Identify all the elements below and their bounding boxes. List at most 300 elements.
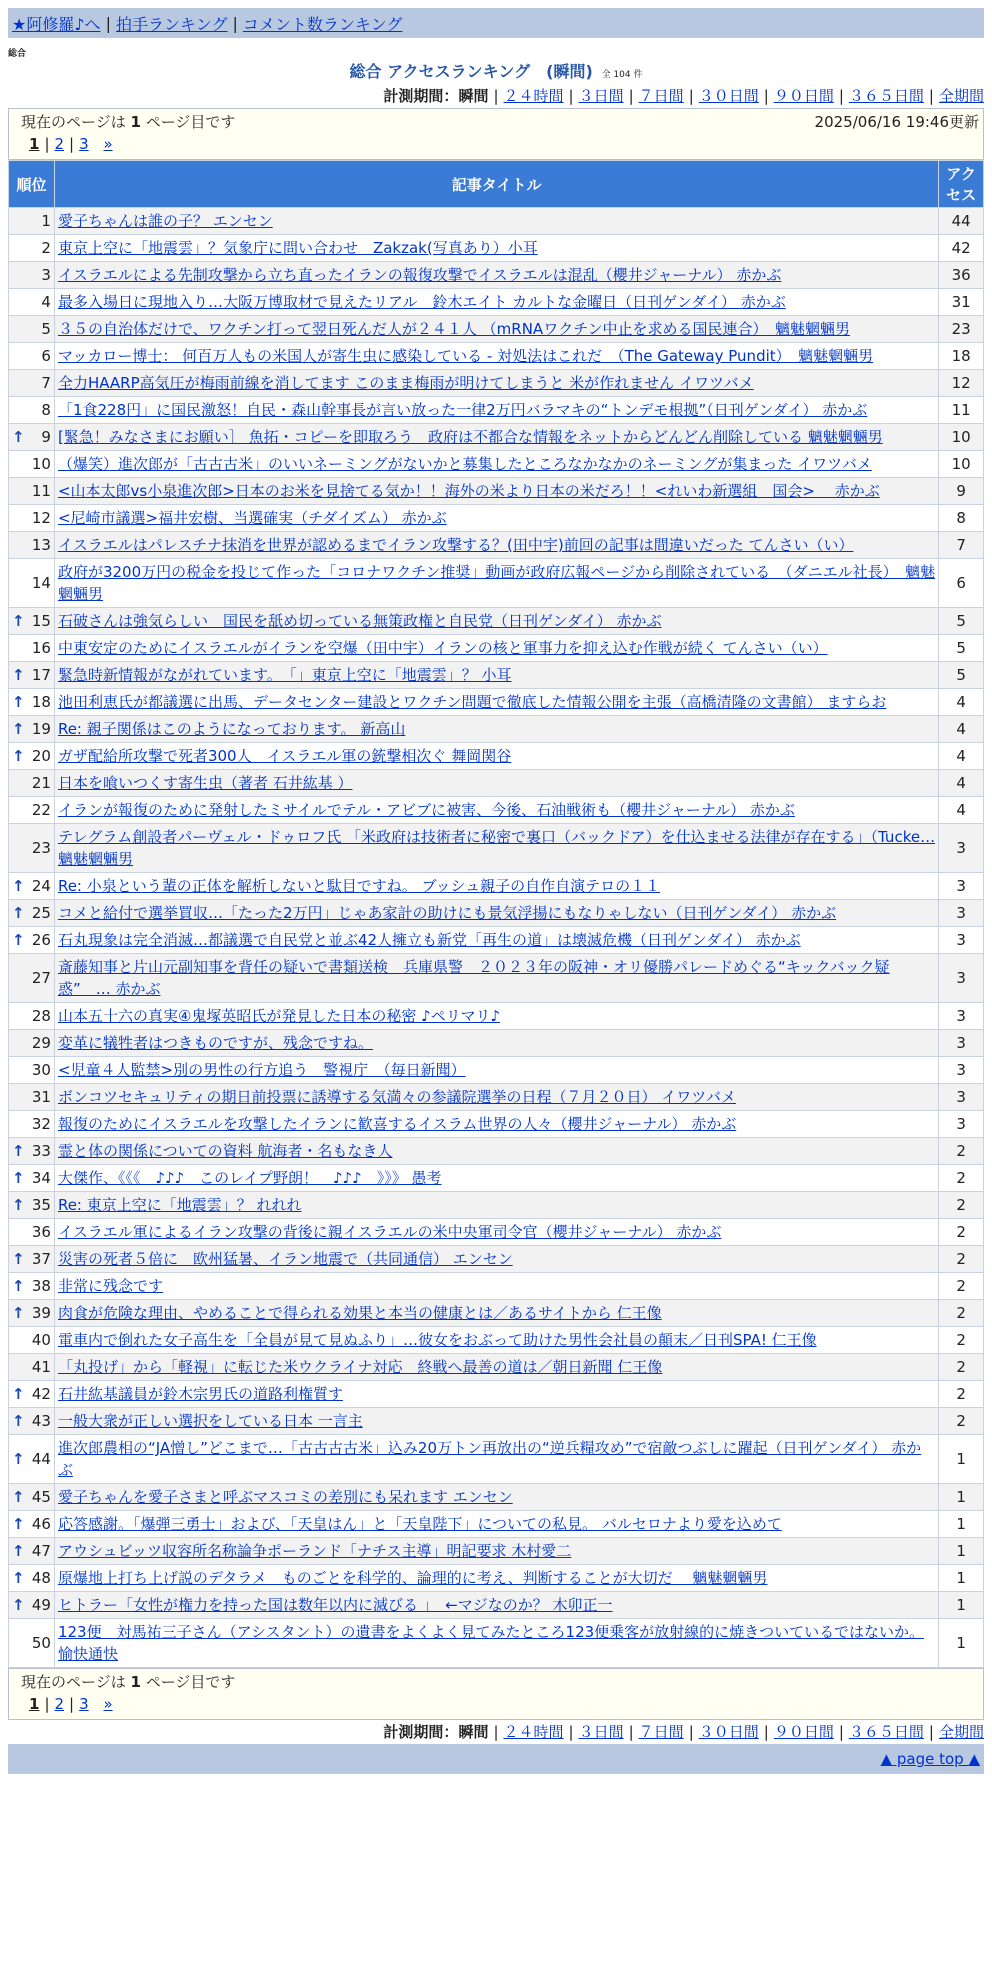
- applause-ranking-link[interactable]: 拍手ランキング: [115, 14, 228, 34]
- rank-cell: [9, 1111, 55, 1138]
- page-link[interactable]: 2: [54, 1695, 65, 1713]
- rank-cell: [9, 927, 55, 954]
- rank-cell: [9, 608, 55, 635]
- access-count: 3: [939, 873, 984, 900]
- title-cell: [54, 689, 938, 716]
- rank-number: 43: [31, 1412, 51, 1430]
- table-row: [9, 743, 984, 770]
- table-row: [9, 478, 984, 505]
- rank-number: 20: [31, 747, 51, 765]
- rank-number: 4: [41, 293, 51, 311]
- rank-cell: [9, 343, 55, 370]
- next-page-link[interactable]: »: [103, 1695, 113, 1713]
- table-row: [9, 1192, 984, 1219]
- rank-cell: [9, 1246, 55, 1273]
- period-option-link[interactable]: ７日間: [638, 1723, 684, 1741]
- rank-cell: [9, 1003, 55, 1030]
- period-option-link[interactable]: ７日間: [638, 87, 684, 105]
- access-count: 1: [939, 1511, 984, 1538]
- rank-number: 38: [31, 1277, 51, 1295]
- rank-up-arrow-icon: ↑: [12, 1250, 25, 1268]
- article-link[interactable]: 電車内で倒れた女子高生を「全員が見て見ぬふり」…彼女をおぶって助けた男性会社員の顛末／日刊SPA! 仁王像: [57, 1331, 817, 1349]
- rank-up-arrow-icon: ↑: [12, 904, 25, 922]
- rank-cell: [9, 1084, 55, 1111]
- table-row: [9, 927, 984, 954]
- page-separator: [94, 135, 99, 153]
- title-cell: [54, 1003, 938, 1030]
- table-row: [9, 1003, 984, 1030]
- rank-cell: [9, 824, 55, 873]
- rank-cell: [9, 289, 55, 316]
- table-row: [9, 1246, 984, 1273]
- rank-up-arrow-icon: ↑: [12, 428, 25, 446]
- rank-number: 41: [31, 1358, 51, 1376]
- access-count: 5: [939, 608, 984, 635]
- table-row: [9, 1273, 984, 1300]
- table-row: [9, 1619, 984, 1668]
- title-cell: [54, 1192, 938, 1219]
- access-count: 3: [939, 1084, 984, 1111]
- table-row: [9, 1219, 984, 1246]
- rank-up-arrow-icon: ↑: [12, 1515, 25, 1533]
- rank-number: 28: [31, 1007, 51, 1025]
- rank-cell: [9, 1408, 55, 1435]
- access-count: 44: [939, 208, 984, 235]
- rank-cell: [9, 1057, 55, 1084]
- access-count: 23: [939, 316, 984, 343]
- article-link[interactable]: Re: 小泉という輩の正体を解析しないと駄目ですね。 ブッシュ親子の自作自演テロの１１: [57, 877, 661, 895]
- rank-cell: [9, 1619, 55, 1668]
- rank-up-arrow-icon: ↑: [12, 1304, 25, 1322]
- article-link[interactable]: 緊急時新情報がながれています。 「」東京上空に「地震雲」？ 小耳: [57, 666, 512, 684]
- rank-cell: [9, 1592, 55, 1619]
- article-link[interactable]: 斎藤知事と片山元副知事を背任の疑いで書類送検 兵庫県警 ２０２３年の阪神・オリ優勝パレードめぐる“キックバック疑惑” … 赤かぶ: [57, 958, 890, 998]
- article-link[interactable]: 全力HAARP高気圧が梅雨前線を消してます このまま梅雨が明けてしまうと 米が作れません イワツバメ: [57, 374, 754, 392]
- title-cell: [54, 208, 938, 235]
- current-page: 1: [29, 1695, 40, 1713]
- article-link[interactable]: （爆笑）進次郎が「古古古米」のいいネーミングがないかと募集したところなかなかのネーミングが集まった イワツバメ: [57, 455, 872, 473]
- ranking-title-line: [0, 60, 992, 84]
- title-cell: [54, 608, 938, 635]
- rank-up-arrow-icon: ↑: [12, 612, 25, 630]
- title-cell: [54, 1484, 938, 1511]
- rank-number: 25: [31, 904, 51, 922]
- title-cell: [54, 662, 938, 689]
- rank-number: 49: [31, 1596, 51, 1614]
- access-count: 2: [939, 1408, 984, 1435]
- title-cell: [54, 1511, 938, 1538]
- access-count: 4: [939, 716, 984, 743]
- rank-cell: [9, 451, 55, 478]
- period-separator: |: [688, 87, 694, 105]
- rank-cell: [9, 662, 55, 689]
- article-link[interactable]: 石井紘基議員が鈴木宗男氏の道路利権質す: [57, 1385, 343, 1403]
- access-count: 3: [939, 1030, 984, 1057]
- table-row: [9, 770, 984, 797]
- article-link[interactable]: ３５の自治体だけで、ワクチン打って翌日死んだ人が２４１人 （mRNAワクチン中止を求める国民連合） 魑魅魍魎男: [57, 320, 850, 338]
- period-option-link[interactable]: ９０日間: [773, 87, 834, 105]
- access-count: 4: [939, 689, 984, 716]
- rank-number: 23: [31, 839, 51, 857]
- table-row: [9, 1138, 984, 1165]
- rank-number: 37: [31, 1250, 51, 1268]
- table-row: [9, 1057, 984, 1084]
- rank-up-arrow-icon: ↑: [12, 1488, 25, 1506]
- period-separator: |: [928, 1723, 934, 1741]
- rank-cell: [9, 424, 55, 451]
- title-cell: [54, 1273, 938, 1300]
- rank-cell: [9, 1030, 55, 1057]
- rank-number: 10: [31, 455, 51, 473]
- period-selector-top: [0, 84, 984, 108]
- title-cell: [54, 1538, 938, 1565]
- title-cell: [54, 873, 938, 900]
- article-link[interactable]: 石丸現象は完全消滅…都議選で自民党と並ぶ42人擁立も新党「再生の道」は壊滅危機（日刊ゲンダイ） 赤かぶ: [57, 931, 801, 949]
- period-option-link[interactable]: 全期間: [938, 1723, 984, 1741]
- top-nav-bar: [8, 8, 984, 38]
- article-link[interactable]: 日本を喰いつくす寄生虫（著者 石井紘基 ）: [57, 774, 353, 792]
- article-link[interactable]: 「1食228円」に国民激怒！自民・森山幹事長が言い放った一律2万円バラマキの“トンデモ根拠”（日刊ゲンダイ） 赤かぶ: [57, 401, 868, 419]
- title-cell: [54, 1246, 938, 1273]
- article-link[interactable]: イスラエル軍によるイラン攻撃の背後に親イスラエルの米中央軍司令官（櫻井ジャーナル） 赤かぶ: [57, 1223, 722, 1241]
- title-cell: [54, 1619, 938, 1668]
- rank-cell: [9, 316, 55, 343]
- rank-number: 32: [31, 1115, 51, 1133]
- title-cell: [54, 1381, 938, 1408]
- title-cell: [54, 1219, 938, 1246]
- rank-cell: [9, 1165, 55, 1192]
- title-cell: [54, 900, 938, 927]
- table-row: [9, 1538, 984, 1565]
- period-option-link[interactable]: ３６５日間: [848, 87, 924, 105]
- table-row: [9, 716, 984, 743]
- rank-cell: [9, 797, 55, 824]
- title-cell: [54, 397, 938, 424]
- access-count: 2: [939, 1165, 984, 1192]
- period-separator: |: [568, 87, 574, 105]
- rank-number: 11: [31, 482, 51, 500]
- article-link[interactable]: Re: 親子関係はこのようになっております。 新高山: [57, 720, 406, 738]
- title-cell: [54, 370, 938, 397]
- article-link[interactable]: イスラエルによる先制攻撃から立ち直ったイランの報復攻撃でイスラエルは混乱（櫻井ジャーナル） 赤かぶ: [57, 266, 782, 284]
- access-count: 2: [939, 1192, 984, 1219]
- access-count: 3: [939, 954, 984, 1003]
- article-link[interactable]: テレグラム創設者パーヴェル・ドゥロフ氏 「米政府は技術者に秘密で裏口（バックドア）を仕込ませる法律が存在する」（Tucke… 魑魅魍魎男: [57, 828, 936, 868]
- access-count: 9: [939, 478, 984, 505]
- title-cell: [54, 1327, 938, 1354]
- article-link[interactable]: 報復のためにイスラエルを攻撃したイランに歓喜するイスラム世界の人々（櫻井ジャーナル） 赤かぶ: [57, 1115, 737, 1133]
- rank-cell: [9, 559, 55, 608]
- access-count: 3: [939, 900, 984, 927]
- article-link[interactable]: マッカロー博士： 何百万人もの米国人が寄生虫に感染している - 対処法はこれだ （The Gateway Pundit） 魑魅魍魎男: [57, 347, 874, 365]
- access-count: 4: [939, 743, 984, 770]
- ranking-title: 総合 アクセスランキング (瞬間): [349, 62, 593, 81]
- rank-cell: [9, 235, 55, 262]
- rank-cell: [9, 370, 55, 397]
- table-row: [9, 1165, 984, 1192]
- rank-up-arrow-icon: ↑: [12, 1142, 25, 1160]
- article-link[interactable]: 政府が3200万円の税金を投じて作った「コロナワクチン推奨」動画が政府広報ページから削除されている （ダニエル社長） 魑魅魍魎男: [57, 563, 936, 603]
- ranking-table: [8, 160, 984, 1668]
- table-row: [9, 797, 984, 824]
- pager-bottom: [8, 1668, 984, 1720]
- article-link[interactable]: 一般大衆が正しい選択をしている日本 一言主: [57, 1412, 363, 1430]
- article-link[interactable]: ガザ配給所攻撃で死者300人 イスラエル軍の銃撃相次ぐ 舞岡関谷: [57, 747, 512, 765]
- rank-cell: [9, 532, 55, 559]
- rank-up-arrow-icon: ↑: [12, 1196, 25, 1214]
- article-link[interactable]: イスラエルはパレスチナ抹消を世界が認めるまでイラン攻撃する？(田中宇)前回の記事は間違いだった てんさい（い）: [57, 536, 854, 554]
- rank-cell: [9, 1138, 55, 1165]
- period-separator: |: [688, 1723, 694, 1741]
- access-count: 3: [939, 824, 984, 873]
- title-cell: [54, 505, 938, 532]
- article-link[interactable]: ヒトラー「女性が権力を持った国は数年以内に滅びる 」 ←マジなのか？ 木卯正一: [57, 1596, 613, 1614]
- rank-up-arrow-icon: ↑: [12, 1385, 25, 1403]
- title-cell: [54, 262, 938, 289]
- page-separator: [94, 1695, 99, 1713]
- table-row: [9, 608, 984, 635]
- rank-number: 29: [31, 1034, 51, 1052]
- article-link[interactable]: 進次郎農相の“JA憎し”どこまで…「古古古古米」込み20万トン再放出の“逆兵糧攻め”で宿敵つぶしに躍起（日刊ゲンダイ） 赤かぶ: [57, 1439, 922, 1479]
- home-link[interactable]: ★阿修羅♪へ: [12, 14, 101, 34]
- rank-number: 39: [31, 1304, 51, 1322]
- period-selector-bottom: [0, 1720, 984, 1744]
- title-cell: [54, 635, 938, 662]
- rank-cell: [9, 1354, 55, 1381]
- table-row: [9, 900, 984, 927]
- period-option-link[interactable]: ３０日間: [698, 87, 759, 105]
- title-cell: [54, 289, 938, 316]
- rank-cell: [9, 716, 55, 743]
- title-cell: [54, 954, 938, 1003]
- title-cell: [54, 770, 938, 797]
- title-cell: [54, 1592, 938, 1619]
- rank-cell: [9, 1327, 55, 1354]
- access-count: 1: [939, 1435, 984, 1484]
- section-label: 総合: [8, 49, 27, 59]
- rank-up-arrow-icon: ↑: [12, 877, 25, 895]
- access-header: アクセス: [939, 161, 984, 208]
- rank-number: 36: [31, 1223, 51, 1241]
- article-link[interactable]: 最多入場日に現地入り…大阪万博取材で見えたリアル 鈴木エイト カルトな金曜日（日刊ゲンダイ） 赤かぶ: [57, 293, 786, 311]
- article-link[interactable]: 123便 対馬祐三子さん（アシスタント）の遺書をよくよく見てみたところ123便乗客が放射線的に焼きついているではないか。 愉快通快: [57, 1623, 925, 1663]
- rank-up-arrow-icon: ↑: [12, 666, 25, 684]
- article-link[interactable]: 霊と体の関係についての資料 航海者・名もなき人: [57, 1142, 393, 1160]
- rank-number: 27: [31, 969, 51, 987]
- period-current: 瞬間: [458, 1723, 489, 1741]
- period-option-link[interactable]: ２４時間: [503, 1723, 564, 1741]
- table-row: [9, 1111, 984, 1138]
- title-cell: [54, 532, 938, 559]
- access-count: 8: [939, 505, 984, 532]
- access-count: 1: [939, 1538, 984, 1565]
- table-row: [9, 1300, 984, 1327]
- article-link[interactable]: 池田利恵氏が都議選に出馬、データセンター建設とワクチン問題で徹底した情報公開を主張（高橋清隆の文書館） ますらお: [57, 693, 887, 711]
- page-top-link[interactable]: ▲ page top ▲: [880, 1750, 980, 1768]
- access-count: 3: [939, 927, 984, 954]
- comment-ranking-link[interactable]: コメント数ランキング: [242, 14, 403, 34]
- rank-cell: [9, 873, 55, 900]
- period-current: 瞬間: [458, 87, 489, 105]
- access-count: 1: [939, 1619, 984, 1668]
- rank-number: 40: [31, 1331, 51, 1349]
- rank-number: 22: [31, 801, 51, 819]
- rank-header: 順位: [9, 161, 55, 208]
- article-link[interactable]: 災害の死者５倍に 欧州猛暑、イラン地震で（共同通信） エンセン: [57, 1250, 513, 1268]
- article-link[interactable]: 石破さんは強気らしい 国民を舐め切っている無策政権と自民党（日刊ゲンダイ） 赤かぶ: [57, 612, 662, 630]
- period-option-link[interactable]: ３日間: [578, 87, 624, 105]
- rank-number: 47: [31, 1542, 51, 1560]
- table-row: [9, 451, 984, 478]
- page-separator: |: [69, 1695, 75, 1713]
- access-count: 1: [939, 1484, 984, 1511]
- article-link[interactable]: 非常に残念です: [57, 1277, 163, 1295]
- rank-cell: [9, 478, 55, 505]
- table-row: [9, 235, 984, 262]
- article-link[interactable]: 大傑作、《《《 ♪♪♪ このレイプ野朗！ ♪♪♪ 》》》 愚考: [57, 1169, 442, 1187]
- rank-cell: [9, 689, 55, 716]
- page-link[interactable]: 3: [79, 135, 89, 153]
- title-cell: [54, 424, 938, 451]
- rank-number: 2: [41, 239, 51, 257]
- title-cell: [54, 235, 938, 262]
- table-row: [9, 1327, 984, 1354]
- rank-cell: [9, 1219, 55, 1246]
- rank-cell: [9, 397, 55, 424]
- table-row: [9, 559, 984, 608]
- access-count: 2: [939, 1381, 984, 1408]
- title-cell: [54, 316, 938, 343]
- access-count: 7: [939, 532, 984, 559]
- access-count: 3: [939, 1111, 984, 1138]
- rank-number: 9: [41, 428, 51, 446]
- article-link[interactable]: <児童４人監禁>別の男性の行方追う 警視庁 （毎日新聞）: [57, 1061, 466, 1079]
- rank-cell: [9, 1565, 55, 1592]
- next-page-link[interactable]: »: [103, 135, 113, 153]
- rank-up-arrow-icon: ↑: [12, 1277, 25, 1295]
- article-link[interactable]: <山本太郎vs小泉進次郎>日本のお米を見捨てる気か！！海外の米より日本の米だろ！！<れいわ新選組 国会> 赤かぶ: [57, 482, 880, 500]
- table-row: [9, 1408, 984, 1435]
- access-count: 2: [939, 1138, 984, 1165]
- article-link[interactable]: [緊急！みなさまにお願い］ 魚拓・コピーを即取ろう 政府は不都合な情報をネットからどんどん削除している 魑魅魍魎男: [57, 428, 883, 446]
- access-count: 4: [939, 797, 984, 824]
- access-count: 2: [939, 1354, 984, 1381]
- table-row: [9, 1484, 984, 1511]
- rank-number: 50: [31, 1634, 51, 1652]
- article-link[interactable]: <尼崎市議選>福井宏樹、当選確実（チダイズム） 赤かぶ: [57, 509, 447, 527]
- rank-number: 33: [31, 1142, 51, 1160]
- rank-up-arrow-icon: ↑: [12, 931, 25, 949]
- rank-number: 3: [41, 266, 51, 284]
- rank-number: 24: [31, 877, 51, 895]
- period-option-link[interactable]: ３日間: [578, 1723, 624, 1741]
- rank-number: 18: [31, 693, 51, 711]
- title-cell: [54, 343, 938, 370]
- rank-number: 30: [31, 1061, 51, 1079]
- article-link[interactable]: 山本五十六の真実④鬼塚英昭氏が発見した日本の秘密 ♪ペリマリ♪: [57, 1007, 501, 1025]
- rank-number: 46: [31, 1515, 51, 1533]
- article-link[interactable]: 中東安定のためにイスラエルがイランを空爆（田中宇）イランの核と軍事力を抑え込む作戦が続く てんさい（い）: [57, 639, 828, 657]
- article-link[interactable]: 変革に犠牲者はつきものですが、残念ですね。: [57, 1034, 373, 1052]
- rank-number: 15: [31, 612, 51, 630]
- article-link[interactable]: コメと給付で選挙買収…「たった2万円」じゃあ家計の助けにも景気浮揚にもなりゃしない（日刊ゲンダイ） 赤かぶ: [57, 904, 837, 922]
- rank-cell: [9, 1538, 55, 1565]
- table-row: [9, 1435, 984, 1484]
- title-cell: [54, 559, 938, 608]
- period-separator: |: [493, 1723, 499, 1741]
- page-status: 現在のページは 1 ページ目です: [21, 1673, 236, 1691]
- rank-up-arrow-icon: ↑: [12, 720, 25, 738]
- table-row: [9, 424, 984, 451]
- article-link[interactable]: ボンコツセキュリティの期日前投票に誘導する気満々の参議院選挙の日程（７月２０日） イワツバメ: [57, 1088, 736, 1106]
- table-row: [9, 1084, 984, 1111]
- title-cell: [54, 1057, 938, 1084]
- access-count: 2: [939, 1300, 984, 1327]
- period-option-link[interactable]: 全期間: [938, 87, 984, 105]
- total-count: 全 104 件: [601, 70, 643, 80]
- period-option-link[interactable]: ３６５日間: [848, 1723, 924, 1741]
- period-option-link[interactable]: ３０日間: [698, 1723, 759, 1741]
- rank-up-arrow-icon: ↑: [12, 693, 25, 711]
- article-link[interactable]: 「丸投げ」から「軽視」に転じた米ウクライナ対応 終戦へ最善の道は／朝日新聞 仁王像: [57, 1358, 663, 1376]
- article-link[interactable]: 東京上空に「地震雲」？気象庁に問い合わせ Zakzak(写真あり）小耳: [57, 239, 538, 257]
- page-separator: |: [44, 135, 50, 153]
- access-count: 18: [939, 343, 984, 370]
- access-count: 2: [939, 1246, 984, 1273]
- article-link[interactable]: 肉食が危険な理由、やめることで得られる効果と本当の健康とは／あるサイトから 仁王像: [57, 1304, 662, 1322]
- page-separator: |: [44, 1695, 50, 1713]
- access-count: 2: [939, 1273, 984, 1300]
- table-row: [9, 1565, 984, 1592]
- rank-cell: [9, 262, 55, 289]
- article-link[interactable]: アウシュビッツ収容所名称論争ポーランド「ナチス主導」明記要求 木村愛二: [57, 1542, 572, 1560]
- access-count: 42: [939, 235, 984, 262]
- table-row: [9, 1354, 984, 1381]
- period-option-link[interactable]: ９０日間: [773, 1723, 834, 1741]
- rank-cell: [9, 1511, 55, 1538]
- rank-number: 31: [31, 1088, 51, 1106]
- table-row: [9, 262, 984, 289]
- article-link[interactable]: Re: 東京上空に「地震雲」？ れれれ: [57, 1196, 302, 1214]
- article-link[interactable]: 愛子ちゃんは誰の子？ エンセン: [57, 212, 273, 230]
- rank-number: 1: [41, 212, 51, 230]
- table-row: [9, 370, 984, 397]
- period-option-link[interactable]: ２４時間: [503, 87, 564, 105]
- page-link[interactable]: 3: [79, 1695, 89, 1713]
- page-links: [21, 1693, 979, 1715]
- access-count: 6: [939, 559, 984, 608]
- access-count: 5: [939, 662, 984, 689]
- title-cell: [54, 743, 938, 770]
- rank-number: 48: [31, 1569, 51, 1587]
- article-link[interactable]: イランが報復のために発射したミサイルでテル・アビブに被害、今後、石油戦術も（櫻井ジャーナル） 赤かぶ: [57, 801, 795, 819]
- rank-up-arrow-icon: ↑: [12, 1542, 25, 1560]
- title-cell: [54, 1030, 938, 1057]
- rank-number: 8: [41, 401, 51, 419]
- rank-number: 6: [41, 347, 51, 365]
- rank-up-arrow-icon: ↑: [12, 1569, 25, 1587]
- nav-separator: |: [232, 13, 238, 33]
- table-row: [9, 954, 984, 1003]
- article-link[interactable]: 原爆地上打ち上げ説のデタラメ ものごとを科学的、論理的に考え、判断することが大切だ 魑魅魍魎男: [57, 1569, 768, 1587]
- period-separator: |: [568, 1723, 574, 1741]
- rank-up-arrow-icon: ↑: [12, 1450, 25, 1468]
- rank-up-arrow-icon: ↑: [12, 1412, 25, 1430]
- article-link[interactable]: 応答感謝。「爆弾三勇士」および、「天皇はん」と「天皇陛下」についての私見。 バルセロナより愛を込めて: [57, 1515, 782, 1533]
- page-link[interactable]: 2: [54, 135, 65, 153]
- article-link[interactable]: 愛子ちゃんを愛子さまと呼ぶマスコミの差別にも呆れます エンセン: [57, 1488, 513, 1506]
- rank-number: 45: [31, 1488, 51, 1506]
